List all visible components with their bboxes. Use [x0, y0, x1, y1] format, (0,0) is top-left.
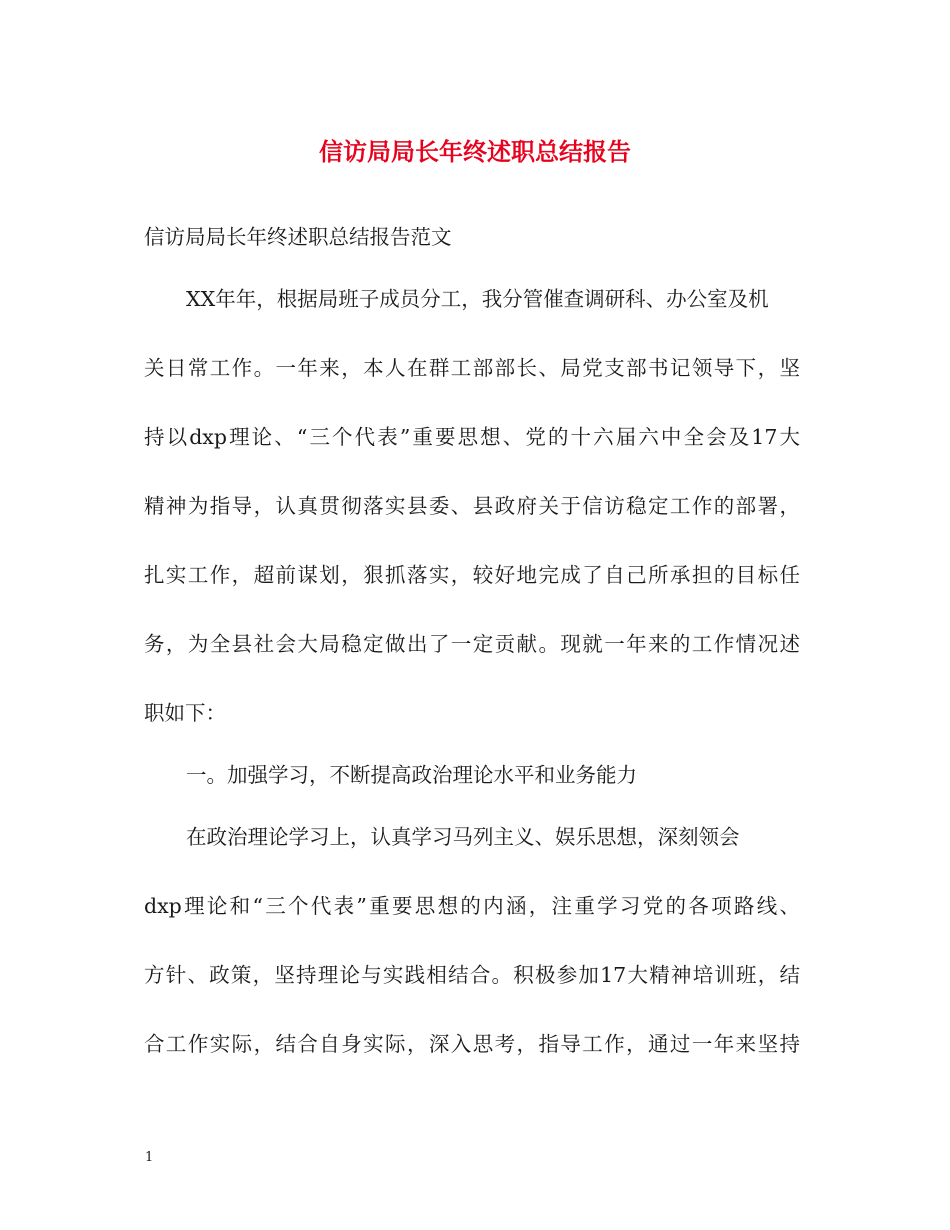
- document-subtitle: 信访局局长年终述职总结报告范文: [144, 225, 452, 249]
- paragraph-line: dxp理论和“三个代表”重要思想的内涵，注重学习党的各项路线、: [144, 894, 800, 918]
- paragraph-line: 持以dxp理论、“三个代表”重要思想、党的十六届六中全会及17大: [144, 425, 800, 449]
- paragraph-line: 在政治理论学习上，认真学习马列主义、娱乐思想，深刻领会: [186, 825, 740, 849]
- paragraph-line: 扎实工作，超前谋划，狠抓落实，较好地完成了自己所承担的目标任: [144, 563, 800, 587]
- page-title: 信访局局长年终述职总结报告: [319, 137, 631, 166]
- paragraph-line: 务，为全县社会大局稳定做出了一定贡献。现就一年来的工作情况述: [144, 632, 800, 656]
- paragraph-line: 精神为指导，认真贯彻落实县委、县政府关于信访稳定工作的部署，: [144, 494, 800, 518]
- paragraph-line: 方针、政策，坚持理论与实践相结合。积极参加17大精神培训班，结: [144, 963, 800, 987]
- paragraph-line: 合工作实际，结合自身实际，深入思考，指导工作，通过一年来坚持: [144, 1032, 800, 1056]
- page-number: 1: [145, 1150, 154, 1165]
- paragraph-line: 职如下：: [144, 701, 226, 725]
- section-heading: 一。加强学习，不断提高政治理论水平和业务能力: [186, 763, 637, 787]
- paragraph-line: XX年年，根据局班子成员分工，我分管催查调研科、办公室及机: [186, 287, 769, 311]
- paragraph-line: 关日常工作。一年来，本人在群工部部长、局党支部书记领导下，坚: [144, 356, 800, 380]
